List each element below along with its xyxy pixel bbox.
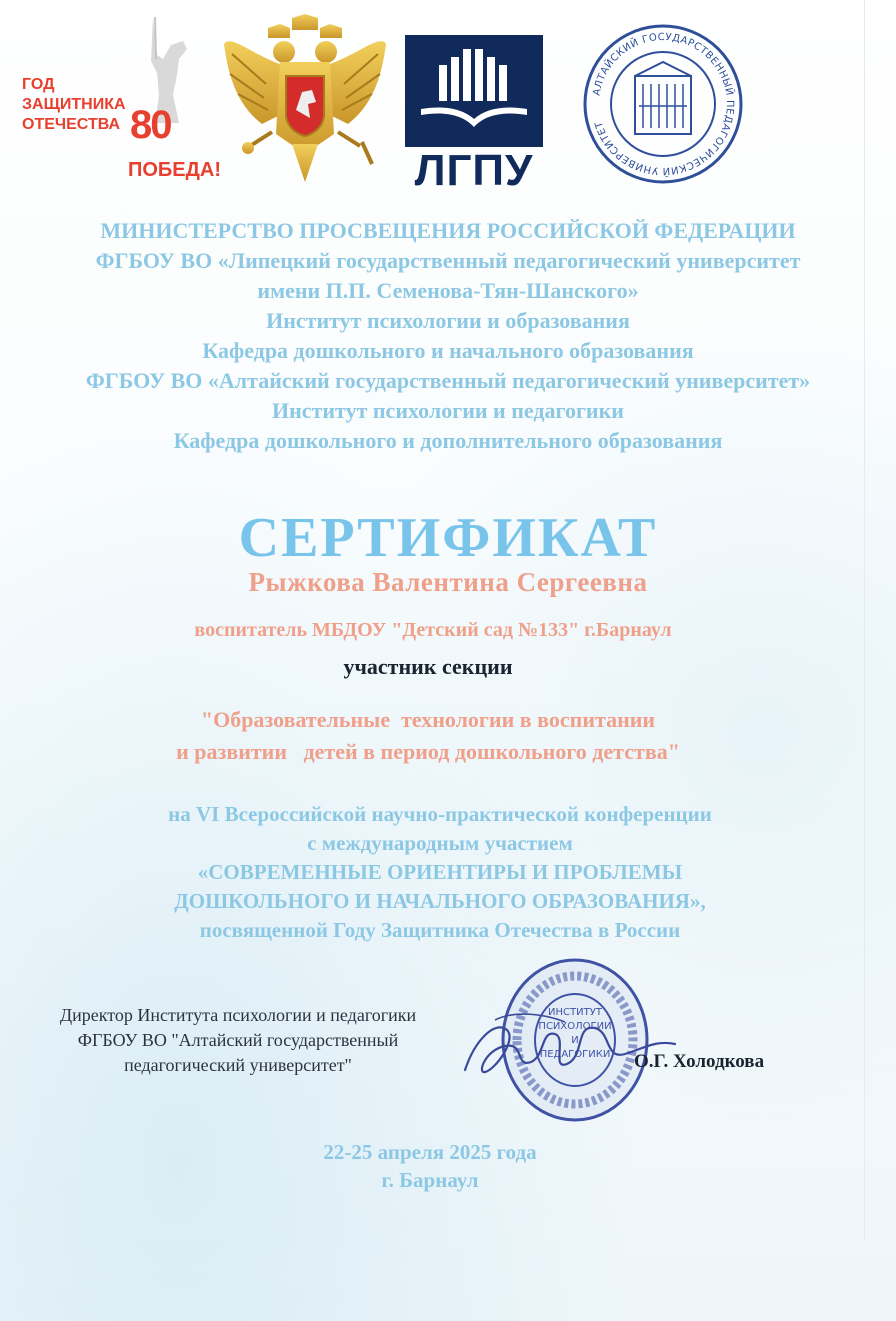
year-line: ГОД: [22, 76, 55, 93]
director-title: [28, 1003, 448, 1078]
section-line: и развитии детей в период дошкольного детства": [176, 739, 680, 764]
lgpu-emblem: [405, 35, 543, 147]
header-line: ФГБОУ ВО «Липецкий государственный педагогический университет: [95, 248, 801, 273]
conference-line: ДОШКОЛЬНОГО И НАЧАЛЬНОГО ОБРАЗОВАНИЯ»,: [174, 889, 706, 913]
year-of-defender-logo: [18, 15, 221, 190]
agpu-seal-icon: [583, 18, 743, 190]
conference-line: «СОВРЕМЕННЫЕ ОРИЕНТИРЫ И ПРОБЛЕМЫ: [197, 860, 683, 884]
event-city: г. Барнаул: [381, 1168, 479, 1192]
recipient-name: Рыжкова Валентина Сергеевна: [248, 567, 648, 597]
victory-text: ПОБЕДА!: [128, 159, 221, 181]
section-line: "Образовательные технологии в воспитании: [200, 707, 656, 732]
svg-text:ПСИХОЛОГИИ: ПСИХОЛОГИИ: [538, 1021, 612, 1032]
header-line: имени П.П. Семенова-Тян-Шанского»: [257, 278, 639, 303]
signer-name: О.Г. Холодкова: [634, 1051, 765, 1072]
director-line: педагогический университет": [124, 1055, 352, 1075]
certificate-title: СЕРТИФИКАТ: [238, 507, 658, 569]
director-line: Директор Института психологии и педагогики: [59, 1005, 417, 1025]
svg-text:ПЕДАГОГИКИ: ПЕДАГОГИКИ: [539, 1049, 611, 1060]
event-date: 22-25 апреля 2025 года: [323, 1140, 537, 1164]
eighty-number: 80: [130, 103, 171, 147]
recipient-position: воспитатель МБДОУ "Детский сад №133" г.Барнаул: [194, 619, 672, 641]
section-title: [0, 704, 856, 768]
conference-line: на VI Всероссийской научно-практической конференции: [168, 802, 712, 826]
header-line: МИНИСТЕРСТВО ПРОСВЕЩЕНИЯ РОССИЙСКОЙ ФЕДЕРАЦИИ: [100, 218, 796, 243]
year-line: ЗАЩИТНИКА: [22, 96, 126, 113]
handwritten-signature-icon: [455, 1000, 685, 1090]
svg-text:И: И: [571, 1035, 579, 1046]
participant-label: участник секции: [343, 654, 513, 679]
director-line: ФГБОУ ВО "Алтайский государственный: [77, 1030, 399, 1050]
header-line: Институт психологии и педагогики: [272, 398, 624, 423]
event-date-place: [0, 1138, 860, 1194]
coat-of-arms-icon: [222, 14, 388, 186]
year-of-defender-text: [22, 75, 132, 135]
organizers-header: [0, 216, 896, 456]
book-columns-icon: [405, 35, 543, 147]
lgpu-wordmark: ЛГПУ: [414, 146, 534, 195]
conference-line: посвященной Году Защитника Отечества в России: [199, 918, 681, 942]
conference-description: [0, 800, 880, 945]
year-line: ОТЕЧЕСТВА: [22, 116, 121, 133]
agpu-seal-text: АЛТАЙСКИЙ ГОСУДАРСТВЕННЫЙ ПЕДАГОГИЧЕСКИЙ УНИВЕРСИТЕТ: [591, 31, 736, 177]
svg-text:ИНСТИТУТ: ИНСТИТУТ: [548, 1007, 602, 1018]
header-line: Кафедра дошкольного и дополнительного образования: [173, 428, 723, 453]
lgpu-logo: [405, 35, 543, 195]
header-line: Институт психологии и образования: [266, 308, 630, 333]
header-line: Кафедра дошкольного и начального образования: [202, 338, 694, 363]
conference-line: с международным участием: [307, 831, 573, 855]
header-line: ФГБОУ ВО «Алтайский государственный педагогический университет»: [85, 368, 811, 393]
